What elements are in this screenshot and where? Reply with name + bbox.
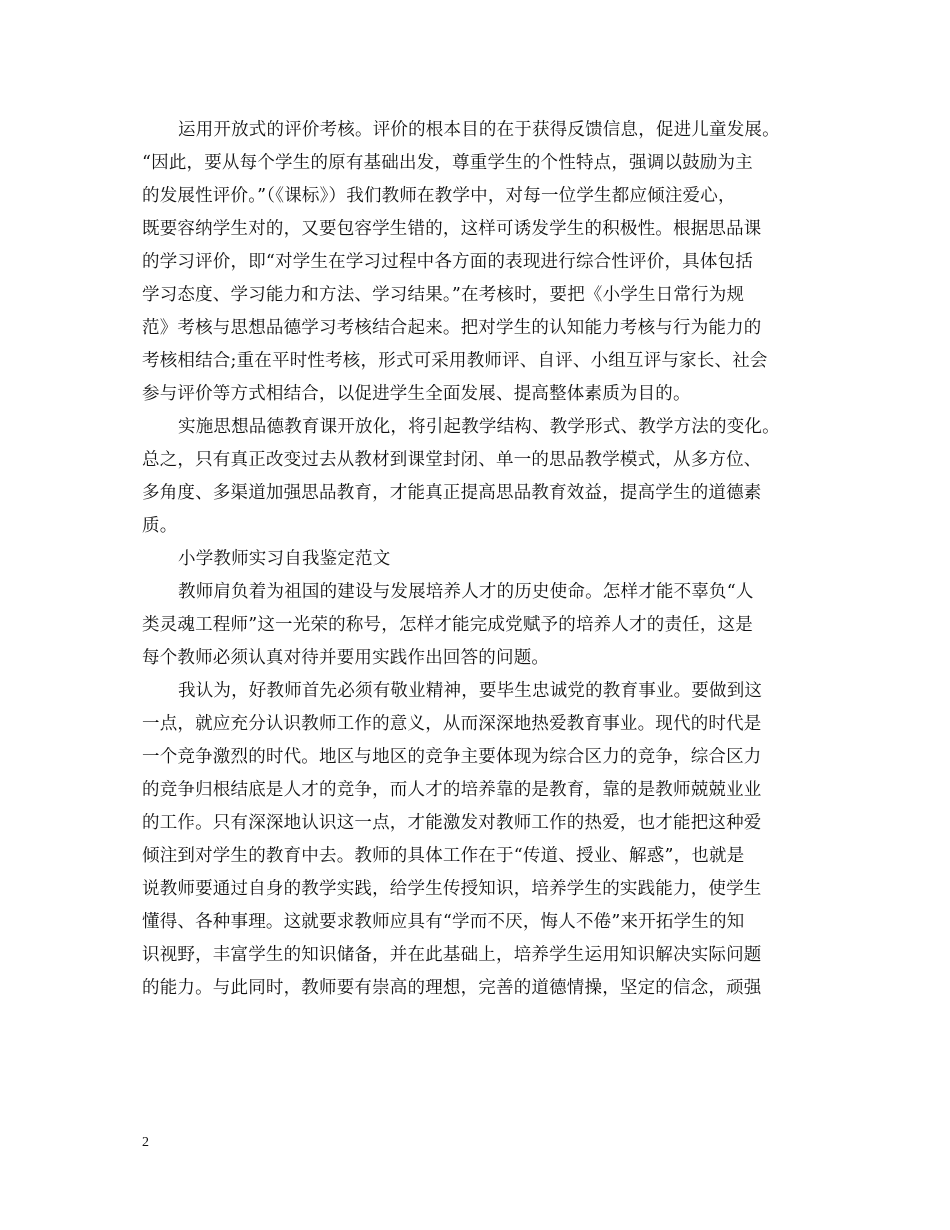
section-heading [142, 543, 812, 576]
text-line: 质。 [142, 516, 178, 536]
text-line: 每个教师必须认真对待并要用实践作出回答的问题。 [142, 648, 550, 668]
text-line: 的能力。与此同时，教师要有崇高的理想，完善的道德情操，坚定的信念，顽强 [142, 978, 762, 998]
text-line: “因此，要从每个学生的原有基础出发，尊重学生的个性特点，强调以鼓励为主 [142, 153, 753, 173]
text-line: 的发展性评价。”（《课标》）我们教师在教学中，对每一位学生都应倾注爱心， [142, 186, 736, 206]
text-line: 说教师要通过自身的教学实践，给学生传授知识，培养学生的实践能力，使学生 [142, 879, 762, 899]
text-line: 识视野，丰富学生的知识储备，并在此基础上，培养学生运用知识解决实际问题 [142, 945, 762, 965]
text-line: 一点，就应充分认识教师工作的意义，从而深深地热爱教育事业。现代的时代是 [142, 714, 762, 734]
text-line: 多角度、多渠道加强思品教育，才能真正提高思品教育效益，提高学生的道德素 [142, 483, 762, 503]
text-line: 参与评价等方式相结合，以促进学生全面发展、提高整体素质为目的。 [142, 384, 691, 404]
paragraph-evaluation [142, 114, 812, 411]
text-line: 学习态度、学习能力和方法、学习结果。”在考核时，要把《小学生日常行为规 [142, 285, 745, 305]
page-number: 2 [142, 1135, 149, 1150]
text-line: 懂得、各种事理。这就要求教师应具有“学而不厌，悔人不倦”来开拓学生的知 [142, 912, 745, 932]
paragraph-dedication [142, 675, 812, 1005]
text-line: 运用开放式的评价考核。评价的根本目的在于获得反馈信息，促进儿童发展。 [178, 120, 780, 140]
text-line: 总之，只有真正改变过去从教材到课堂封闭、单一的思品教学模式，从多方位、 [142, 450, 762, 470]
text-line: 的竞争归根结底是人才的竞争，而人才的培养靠的是教育，靠的是教师兢兢业业 [142, 780, 762, 800]
text-line: 的工作。只有深深地认识这一点，才能激发对教师工作的热爱，也才能把这种爱 [142, 813, 762, 833]
paragraph-teacher-mission [142, 576, 812, 675]
heading-line: 小学教师实习自我鉴定范文 [178, 549, 391, 569]
text-line: 类灵魂工程师”这一光荣的称号，怎样才能完成党赋予的培养人才的责任，这是 [142, 615, 753, 635]
text-line: 既要容纳学生对的，又要包容学生错的，这样可诱发学生的积极性。根据思品课 [142, 219, 762, 239]
paragraph-open-education [142, 411, 812, 543]
text-line: 倾注到对学生的教育中去。教师的具体工作在于“传道、授业、解惑”，也就是 [142, 846, 745, 866]
document-body [142, 114, 812, 1005]
text-line: 教师肩负着为祖国的建设与发展培养人才的历史使命。怎样才能不辜负“人 [178, 582, 754, 602]
text-line: 考核相结合;重在平时性考核，形式可采用教师评、自评、小组互评与家长、社会 [142, 351, 768, 371]
text-line: 一个竞争激烈的时代。地区与地区的竞争主要体现为综合区力的竞争，综合区力 [142, 747, 762, 767]
text-line: 实施思想品德教育课开放化，将引起教学结构、教学形式、教学方法的变化。 [178, 417, 780, 437]
text-line: 我认为，好教师首先必须有敬业精神，要毕生忠诚党的教育事业。要做到这 [178, 681, 763, 701]
text-line: 范》考核与思想品德学习考核结合起来。把对学生的认知能力考核与行为能力的 [142, 318, 762, 338]
text-line: 的学习评价，即“对学生在学习过程中各方面的表现进行综合性评价，具体包括 [142, 252, 753, 272]
